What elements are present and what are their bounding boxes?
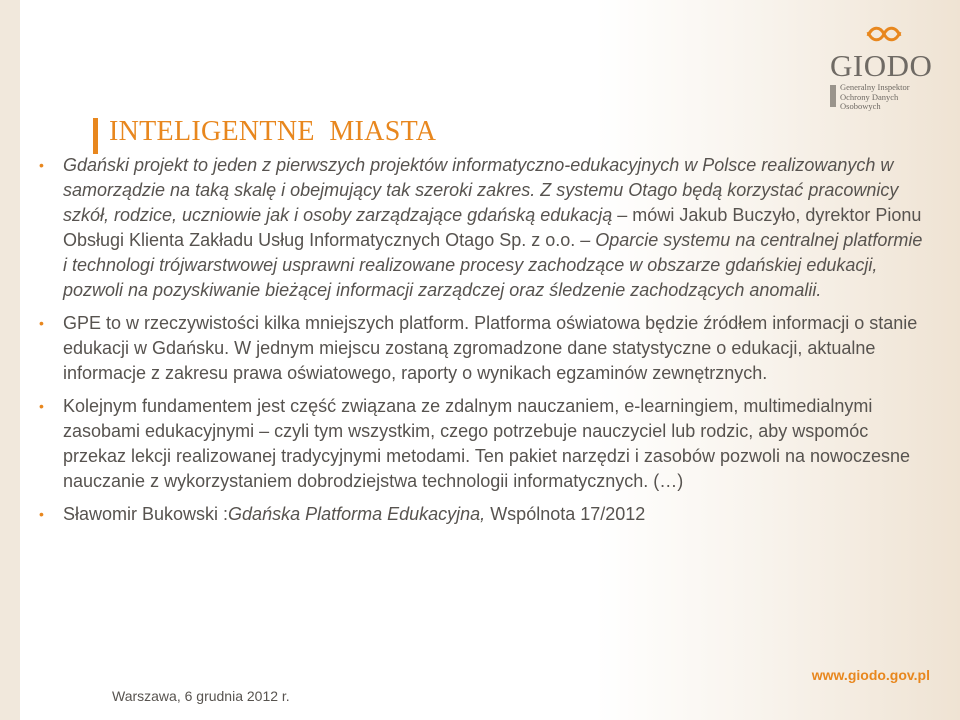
slide-title: INTELIGENTNE MIASTA bbox=[109, 116, 437, 147]
bullet-gpe bbox=[38, 311, 923, 386]
source-publication: Wspólnota 17/2012 bbox=[485, 504, 646, 524]
source-author: Sławomir Bukowski : bbox=[63, 504, 229, 524]
bullet-elearning-text: Kolejnym fundamentem jest część związana ze zdalnym nauczaniem, e-learningiem, multimedialnymi zasobami edukacyjnymi – czyli tym wszystkim, czego potrzebuje nauczyciel lub rodzic, aby wspomóc przekaz lekcji realizowanej tradycyjnymi metodami. Ten pakiet narzędzi i zasobów pozwoli na nowoczesne nauczanie z wykorzystaniem dobrodziejstwa technologii informatycznych. (…) bbox=[63, 396, 911, 491]
bullet-list bbox=[38, 153, 923, 533]
quote-attribution: – mówi Jakub Buczyło, dyrektor Pionu Obsługi Klienta Zakładu Usług Informatycznych Otago Sp. z o.o. bbox=[63, 205, 922, 250]
quote-italic-1: Gdański projekt to jeden z pierwszych projektów informatyczno-edukacyjnych w Polsce realizowanych w samorządzie na taką skalę i obejmujący tak szeroki zakres. Z systemu Otago będą korzystać pracownicy szkół, rodzice, uczniowie jak i osoby zarządzające gdańską edukacją bbox=[63, 155, 899, 225]
left-sidebar-strip bbox=[0, 0, 20, 720]
bullet-dot-icon: • bbox=[39, 315, 44, 331]
bullet-dot-icon: • bbox=[39, 398, 44, 414]
bullet-source bbox=[38, 502, 923, 527]
logo-wordmark: GIODO bbox=[830, 48, 933, 83]
source-title: Gdańska Platforma Edukacyjna, bbox=[228, 504, 486, 524]
footer-url[interactable]: www.giodo.gov.pl bbox=[811, 667, 930, 683]
bullet-gpe-text: GPE to w rzeczywistości kilka mniejszych platform. Platforma oświatowa będzie źródłem informacji o stanie edukacji w Gdańsku. W jednym miejscu zostaną zgromadzone dane statystyczne o edukacji, aktualne informacje z zakresu prawa oświatowego, raporty o wynikach egzaminów zewnętrznych. bbox=[63, 313, 918, 383]
logo-divider bbox=[830, 85, 836, 107]
logo-subtitle: Generalny Inspektor Ochrony Danych Osobowych bbox=[840, 82, 910, 111]
bullet-quote bbox=[38, 153, 923, 303]
bullet-elearning bbox=[38, 394, 923, 494]
footer-date: Warszawa, 6 grudnia 2012 r. bbox=[112, 688, 290, 704]
giodo-emblem-icon bbox=[864, 22, 904, 46]
giodo-logo bbox=[828, 22, 940, 112]
title-accent-bar bbox=[93, 118, 98, 154]
bullet-dot-icon: • bbox=[39, 157, 44, 173]
bullet-dot-icon: • bbox=[39, 506, 44, 522]
quote-italic-2: – Oparcie systemu na centralnej platformie i technologi trójwarstwowej usprawni realizowane procesy zachodzące w obszarze gdańskiej edukacji, pozwoli na pozyskiwanie bieżącej informacji zarządczej oraz śledzenie zachodzących anomalii. bbox=[63, 230, 923, 300]
